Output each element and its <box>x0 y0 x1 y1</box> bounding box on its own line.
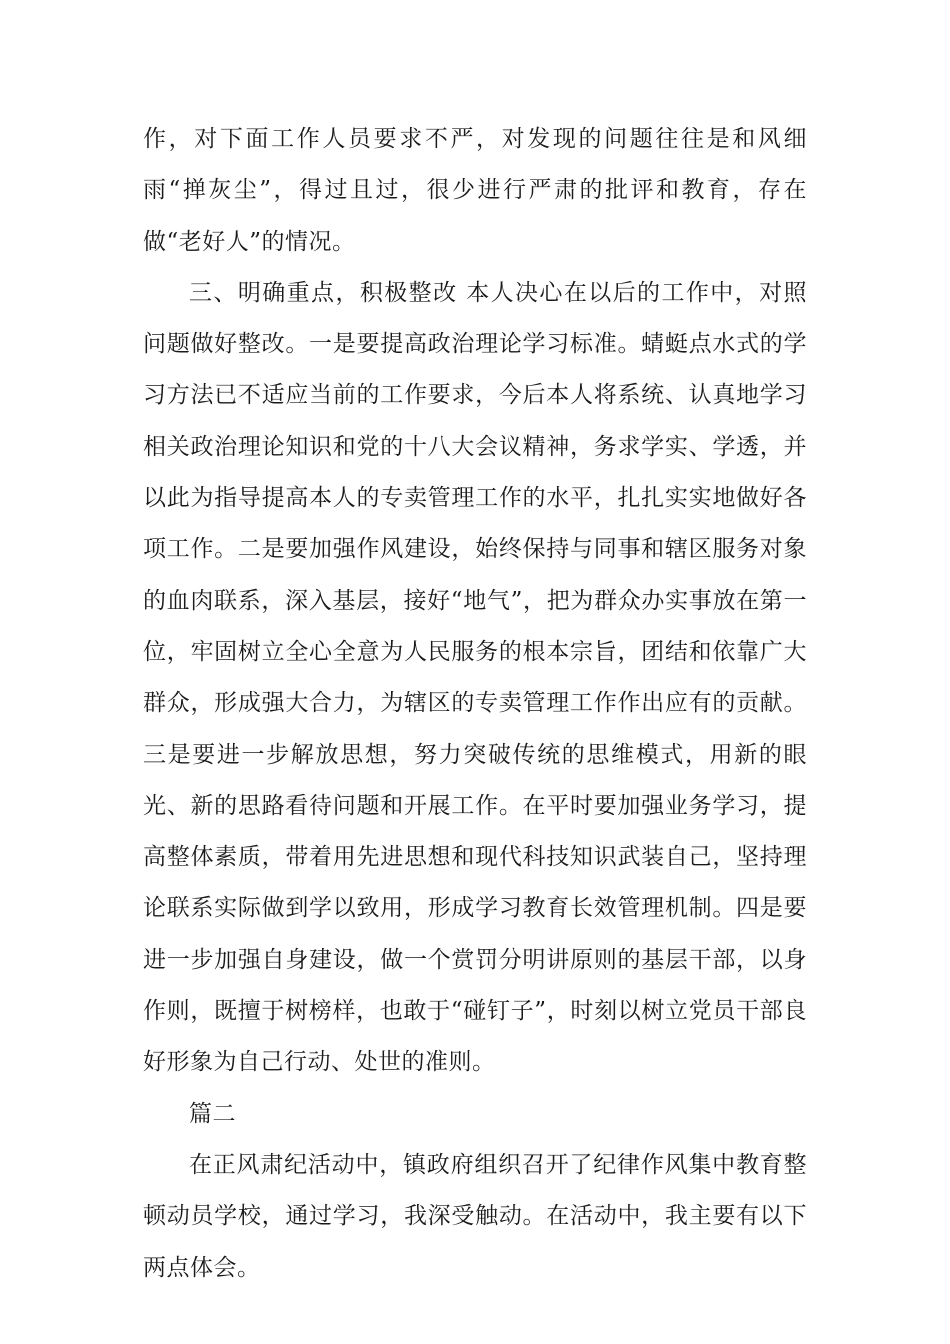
paragraph-part-two-intro: 在正风肃纪活动中，镇政府组织召开了纪律作风集中教育整顿动员学校，通过学习，我深受触动。在活动中，我主要有以下两点体会。 <box>143 1151 807 1281</box>
paragraph-section-three: 三、明确重点，积极整改 本人决心在以后的工作中，对照问题做好整改。一是要提高政治理论学习标准。蜻蜓点水式的学习方法已不适应当前的工作要求，今后本人将系统、认真地学习相关政治理论知识和党的十八大会议精神，务求学实、学透，并以此为指导提高本人的专卖管理工作的水平，扎扎实实地做好各项工作。二是要加强作风建设，始终保持与同事和辖区服务对象的血肉联系，深入基层，接好“地气”，把为群众办实事放在第一位，牢固树立全心全意为人民服务的根本宗旨，团结和依靠广大群众，形成强大合力，为辖区的专卖管理工作作出应有的贡献。三是要进一步解放思想，努力突破传统的思维模式，用新的眼光、新的思路看待问题和开展工作。在平时要加强业务学习，提高整体素质，带着用先进思想和现代科技知识武装自己，坚持理论联系实际做到学以致用，形成学习教育长效管理机制。四是要进一步加强自身建设，做一个赏罚分明讲原则的基层干部，以身作则，既擅于树榜样，也敢于“碰钉子”，时刻以树立党员干部良好形象为自己行动、处世的准则。 <box>143 279 807 1076</box>
paragraph-continuation: 作，对下面工作人员要求不严，对发现的问题往往是和风细雨“掸灰尘”，得过且过，很少进行严肃的批评和教育，存在做“老好人”的情况。 <box>143 126 807 255</box>
document-body <box>143 114 807 1294</box>
section-heading-part-two: 篇二 <box>189 1100 236 1127</box>
